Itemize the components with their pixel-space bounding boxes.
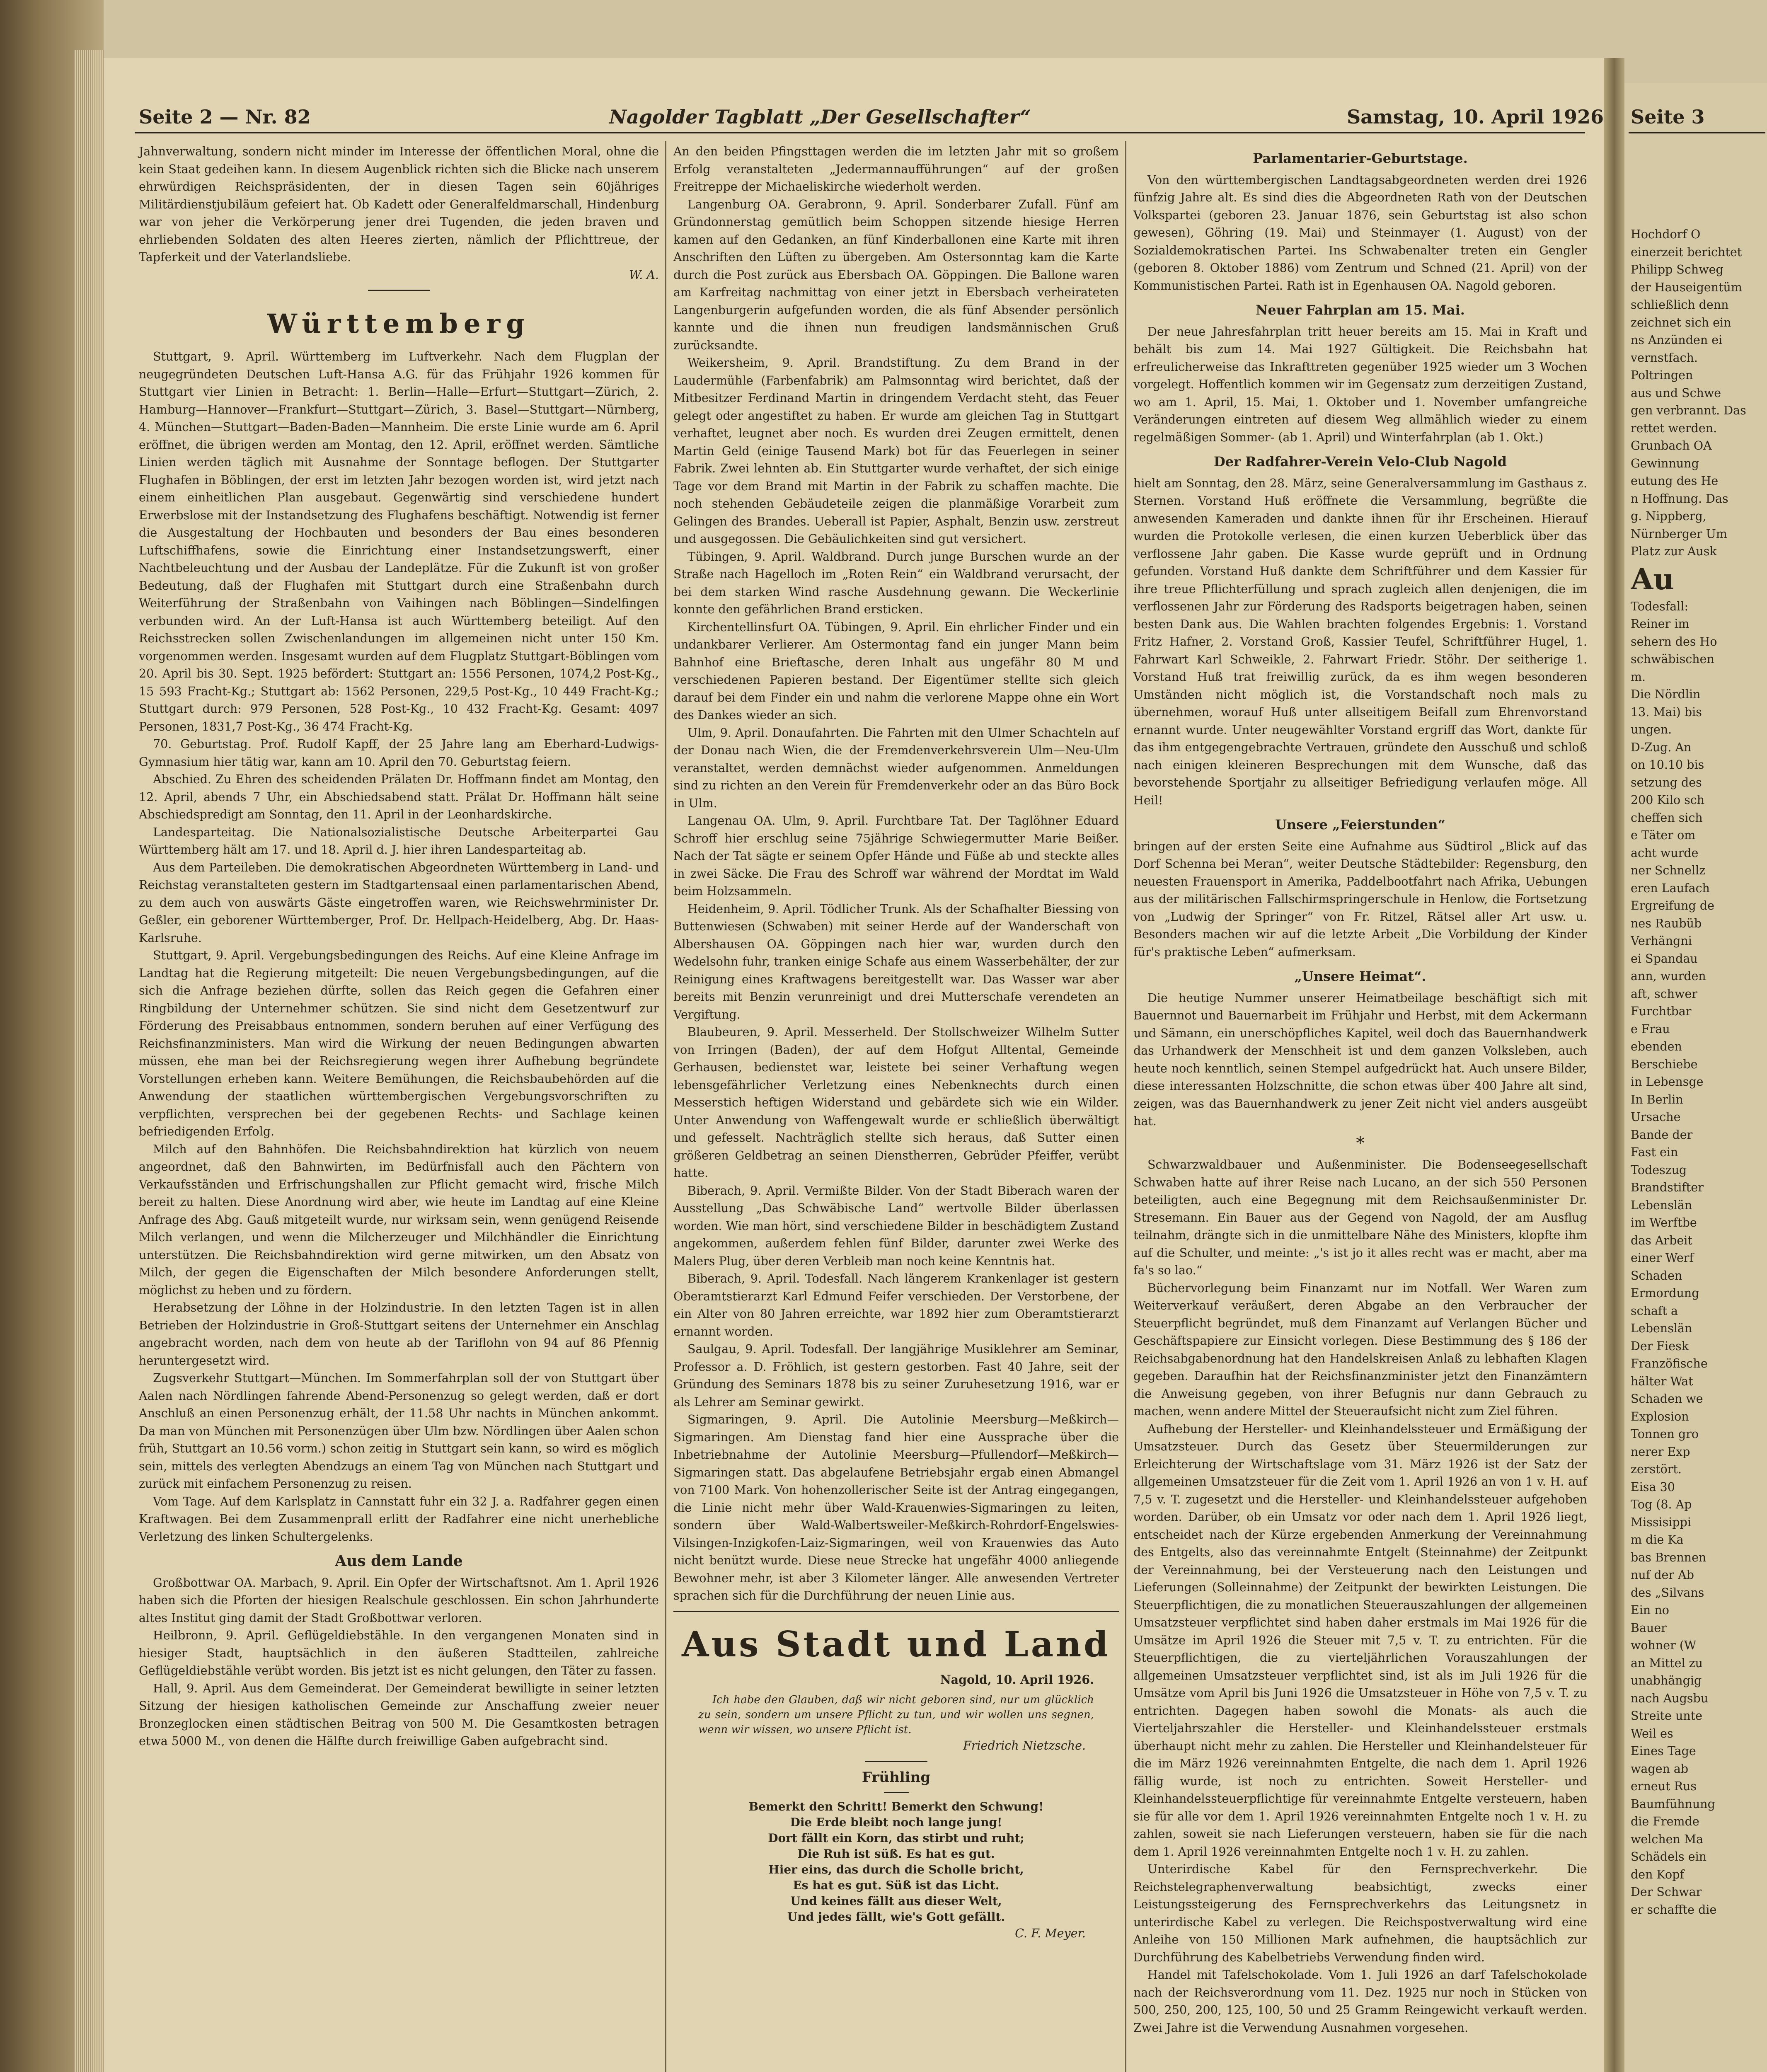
fragment-line: Ergreifung de [1631, 899, 1714, 913]
fragment-line: Brandstifter [1631, 1181, 1704, 1194]
fragment-line: cheffen sich [1631, 811, 1703, 825]
article-abschied: Abschied. Zu Ehren des scheidenden Prälaten Dr. Hoffmann findet am Montag, den 12. April, abends 7 Uhr, ein Abschiedsabend statt. Prälat Dr. Hoffmann hält seine Abschiedspredigt am Sonntag, den 11. April in der Leonhardskirche. [139, 772, 659, 821]
fragment-line: 200 Kilo sch [1631, 793, 1705, 807]
fragment-line: des „Silvans [1631, 1585, 1704, 1600]
article-tuebingen: Tübingen, 9. April. Waldbrand. Durch junge Burschen wurde an der Straße nach Hagelloch im „Roten Rein“ ein Waldbrand verursacht, der bei dem starken Wind rasche Ausdehnung gewann. Die Weckerlinie konnte den gefährlichen Brand ersticken. [673, 549, 1119, 616]
fragment-line: In Berlin [1631, 1092, 1683, 1106]
poem-line: Die Erde bleibt noch lange jung! [790, 1815, 1002, 1829]
article-sigmaringen: Sigmaringen, 9. April. Die Autolinie Meersburg—Meßkirch—Sigmaringen. Am Dienstag fand hier eine Aussprache über die Inbetriebnahme der Autolinie Meersburg—Pfullendorf—Meßkirch—Sigmaringen statt. Das abgelaufene Betriebsjahr ergab einen Abmangel von 7100 Mark. Von hohenzollerischer Seite ist der Antrag eingegangen, die Linie nicht mehr über Wald-Krauenwies-Sigmaringen zu leiten, sondern über Wald-Walbertsweiler-Meßkirch-Rohrdorf-Engelswies-Vilsingen-Inzigkofen-Laiz-Sigmaringen, weil von Krauenwies das Auto nicht benützt wurde. Diese neue Strecke hat ungefähr 4000 anliegende Bewohner mehr, ist aber 3 Kilometer länger. Alle anwesenden Vertreter sprachen sich für die Durchführung der neuen Linie aus. [673, 1413, 1119, 1602]
poem-line: Und keines fällt aus dieser Welt, [790, 1894, 1002, 1908]
fragment-line: Schaden [1631, 1268, 1682, 1283]
article-ulm: Ulm, 9. April. Donaufahrten. Die Fahrten mit den Ulmer Schachteln auf der Donau nach Wien, die der Fremdenverkehrsverein Ulm—Neu-Ulm veranstaltet, werden demnächst wieder aufgenommen. Anmeldungen sind zu richten an den Verein für Fremdenverkehr oder an das Büro Bock in Ulm. [673, 726, 1119, 810]
poem-signature: C. F. Meyer. [1015, 1927, 1086, 1940]
fragment-line: eren Laufach [1631, 881, 1710, 895]
article-zugsverkehr: Zugsverkehr Stuttgart—München. Im Sommerfahrplan soll der von Stuttgart über Aalen nach Nördlingen fahrende Abend-Personenzug so gelegt werden, daß er dort Anschluß an einen Personenzug erhält, der 11.58 Uhr nachts in München ankommt. Da man von München mit Personenzügen über Ulm bzw. Nördlingen über Aalen schon früh, Stuttgart an 10.56 vorm.) schon zeitig in Stuttgart sein kann, so wird es möglich sein, mittels des verlegten Abendzugs an einem Tag von München nach Stuttgart und zurück mit einfachem Personenzug zu reisen. [139, 1371, 659, 1491]
fragment-line: Platz zur Ausk [1631, 545, 1717, 558]
fragment-line: Gewinnung [1631, 456, 1699, 470]
section-title-aus-dem-lande: Aus dem Lande [335, 1552, 463, 1570]
article-biberach-bilder: Biberach, 9. April. Vermißte Bilder. Von der Stadt Biberach waren der Ausstellung „Das Schwäbische Land“ wertvolle Bilder überlassen worden. Wie man hört, sind verschiedene Bilder in beschädigtem Zustand angekommen, außerdem fehlen fünf Bilder, darunter zwei Werke des Malers Plug, über deren Verbleib man noch keine Kenntnis hat. [673, 1184, 1119, 1268]
article-saulgau: Saulgau, 9. April. Todesfall. Der langjährige Musiklehrer am Seminar, Professor a. D. Fröhlich, ist gestern gestorben. Fast 40 Jahre, seit der Gründung des Seminars 1878 bis zu seiner Zuruhesetzung 1916, war er als Lehrer am Seminar gewirkt. [673, 1342, 1119, 1409]
fragment-line: Ermordung [1631, 1286, 1699, 1300]
fragment-line: nerer Exp [1631, 1445, 1690, 1459]
fragment-line: Nürnberger Um [1631, 527, 1727, 541]
fragment-line: e Frau [1631, 1022, 1670, 1036]
fragment-line: ann, wurden [1631, 969, 1706, 983]
article-loehne: Herabsetzung der Löhne in der Holzindustrie. In den letzten Tagen ist in allen Betrieben der Holzindustrie in Groß-Stuttgart seitens der Unternehmer ein Anschlag angebracht worden, nach dem von heute ab der Tariflohn von 94 auf 86 Pfennig heruntergesetzt wird. [139, 1301, 659, 1368]
fragment-line: zeichnet sich ein [1631, 315, 1731, 329]
poem-line: Die Ruh ist süß. Es hat es gut. [797, 1847, 995, 1861]
fragment-line: einerzeit berichtet [1631, 245, 1742, 259]
fragment-line: Reiner im [1631, 617, 1690, 631]
column-divider [665, 141, 666, 2072]
fragment-line: Missisippi [1631, 1515, 1692, 1529]
article-radfahrer: hielt am Sonntag, den 28. März, seine Generalversammlung im Gasthaus z. Sternen. Vorstand Huß eröffnete die Versammlung, begrüßte die anwesenden Kameraden und dankte ihnen für ihr Erscheinen. Hierauf wurden die Protokolle verlesen, die einen kurzen Ueberblick über das verflossene Jahr gaben. Die Kasse wurde geprüft und in Ordnung gefunden. Vorstand Huß dankte dem Schriftführer und dem Kassier für ihre treue Pflichterfüllung und sprach zugleich allen denjenigen, die im verflossenen Jahr zur Förderung des Radsports beigetragen haben, seinen besten Dank aus. Die Wahlen brachten folgendes Ergebnis: 1. Vorstand Fritz Hafner, 2. Vorstand Groß, Kassier Teufel, Schriftführer Hugel, 1. Fahrwart Karl Schweikle, 2. Fahrwart Friedr. Stöhr. Der seitherige 1. Vorstand Huß trat freiwillig zurück, da es ihm wegen besonderen Umständen nicht möglich ist, die Vorstandschaft noch mals zu übernehmen, worauf Huß unter allseitigem Beifall zum Ehrenvorstand ernannt wurde. Unter neugewählter Vorstand ergriff das Wort, dankte für das ihm entgegengebrachte Vertrauen, gründete den Ausschuß und schloß nach einigen kleineren Besprechungen mit dem Wunsche, daß das bevorstehende Sportjahr zu allseitiger Befriedigung verlaufen möge. All Heil! [1133, 476, 1587, 807]
date-header: Samstag, 10. April 1926 [1347, 106, 1604, 128]
fragment-line: n Hoffnung. Das [1631, 491, 1728, 506]
fragment-line: schwäbischen [1631, 652, 1714, 666]
fragment-line: Ursache [1631, 1110, 1681, 1124]
intro-signature: W. A. [629, 268, 659, 282]
article-fahrplan: Der neue Jahresfahrplan tritt heuer bereits am 15. Mai in Kraft und behält bis zum 14. Mai 1927 Gültigkeit. Die Reichsbahn hat erfreulicherweise das Inkrafttreten gegenüber 1925 wieder um 3 Wochen vorgelegt. Hoffentlich kommen wir im Gegensatz zum derzeitigen Zustand, wo am 1. April, 15. Mai, 1. Oktober und 1. November umfangreiche Veränderungen eintreten auf diesem Weg allmählich wieder zu einem regelmäßigen Sommer- (ab 1. April) und Winterfahrplan (ab 1. Okt.) [1133, 324, 1587, 444]
fragment-line: schaft a [1631, 1304, 1678, 1318]
fragment-line: ebenden [1631, 1040, 1682, 1053]
fragment-line: Tog (8. Ap [1631, 1498, 1692, 1511]
fragment-line: setzung des [1631, 775, 1702, 789]
fragment-line: Eines Tage [1631, 1744, 1696, 1758]
fragment-line: Bauer [1631, 1621, 1667, 1635]
fragment-line: aft, schwer [1631, 987, 1697, 1001]
fragment-line: Furchtbar [1631, 1005, 1692, 1018]
heading-radfahrer: Der Radfahrer-Verein Velo-Club Nagold [1213, 454, 1507, 470]
separator [884, 1792, 909, 1793]
article-schwarzwaldbauer: Schwarzwaldbauer und Außenminister. Die Bodenseegesellschaft Schwaben hatte auf ihrer Reise nach Lucano, an der sich 550 Personen beteiligten, auch eine Begegnung mit dem Reichsaußenminister Dr. Stresemann. Ein Bauer aus der Gegend von Nagold, der am Ausflug teilnahm, drängte sich in die unmittelbare Nähe des Ministers, klopfte ihm auf die Schulter, und meinte: „'s ist jo it alles recht was er macht, aber ma fa's so lao.“ [1133, 1158, 1587, 1277]
book-gutter [1604, 58, 1624, 2072]
fragment-line: Schädels ein [1631, 1850, 1707, 1864]
column-2 [673, 143, 1119, 2072]
fragment-line: Berschiebe [1631, 1057, 1698, 1071]
intro-article: Jahnverwaltung, sondern nicht minder im Interesse der öffentlichen Moral, ohne die kein Staat gedeihen kann. In diesem Augenblick richten sich die Blicke nach unserem ehrwürdigen Reichspräsidenten, der in diesen Tagen sein 60jähriges Militärdienstjubiläum gefeiert hat. Ob Kadett oder Generalfeldmarschall, Hindenburg war von jeher die Verkörperung jener drei Tugenden, die jeden braven und ehrliebenden Soldaten des alten Heeres zierten, nämlich der Pflichttreue, der Tapferkeit und der Vaterlandsliebe. [139, 145, 659, 264]
fragment-line: Ein no [1631, 1603, 1669, 1617]
article-langenau: Langenau OA. Ulm, 9. April. Furchtbare Tat. Der Taglöhner Eduard Schroff hier erschlug seine 75jährige Schwiegermutter Marie Beißer. Nach der Tat sägte er seinem Opfer Hände und Füße ab und steckte alles in zwei Säcke. Die Frau des Schroff war während der Mordtat im Wald beim Holzsammeln. [673, 814, 1119, 898]
article-grossbottwar: Großbottwar OA. Marbach, 9. April. Ein Opfer der Wirtschaftsnot. Am 1. April 1926 haben sich die Pforten der hiesigen Realschule geschlossen. Ein schon Jahrhunderte altes Institut ging damit der Stadt Großbottwar verloren. [139, 1576, 659, 1625]
article-heimat: Die heutige Nummer unserer Heimatbeilage beschäftigt sich mit Bauernnot und Bauernarbeit im Frühjahr und Herbst, mit dem Ackermann und Sämann, ein unerschöpfliches Kapitel, weil doch das Bauernhandwerk das Urhandwerk der Menschheit ist und dem ganzen Volksleben, auch heute noch kenntlich, seinen Stempel aufgedrückt hat. Auch unsere Bilder, diese interessanten Holzschnitte, die schon etwas über 400 Jahre alt sind, zeigen, was das Bauernhandwerk zu jener Zeit nicht viel anders ausgeübt hat. [1133, 991, 1587, 1128]
fragment-line: D-Zug. An [1631, 740, 1692, 754]
fragment-line: Der Fiesk [1631, 1339, 1689, 1353]
fragment-line: unabhängig [1631, 1674, 1702, 1687]
section-title-aus-stadt-und-land: Aus Stadt und Land [682, 1623, 1111, 1665]
fragment-line: Grunbach OA [1631, 439, 1712, 453]
fragment-line: nuf der Ab [1631, 1568, 1694, 1582]
fragment-line: wohner (W [1631, 1639, 1697, 1652]
fragment-line: Schaden we [1631, 1392, 1703, 1406]
fragment-line: den Kopf [1631, 1867, 1685, 1881]
fragment-line: erneut Rus [1631, 1779, 1697, 1793]
fragment-line: die Fremde [1631, 1815, 1699, 1828]
fragment-line: zerstört. [1631, 1462, 1682, 1476]
article-vom-tage: Vom Tage. Auf dem Karlsplatz in Cannstatt fuhr ein 32 J. a. Radfahrer gegen einen Kraftwagen. Bei dem Zusammenprall erlitt der Radfahrer eine nicht unerhebliche Verletzung des linken Schultergelenks. [139, 1494, 659, 1544]
article-pfingsten: An den beiden Pfingsttagen werden die im letzten Jahr mit so großem Erfolg veranstalteten „Jedermannaufführungen“ auf der großen Freitreppe der Michaeliskirche wiederholt werden. [673, 145, 1119, 194]
heading-parlamentarier: Parlamentarier-Geburtstage. [1253, 150, 1468, 166]
motto-quote: Ich habe den Glauben, daß wir nicht geboren sind, nur um glücklich zu sein, sondern um unsere Pflicht zu tun, und wir wollen uns segnen, wenn wir wissen, wo unsere Pflicht ist. [698, 1694, 1094, 1736]
fragment-line: in Lebensge [1631, 1075, 1704, 1089]
article-weikersheim: Weikersheim, 9. April. Brandstiftung. Zu dem Brand in der Laudermühle (Farbenfabrik) am Palmsonntag wird berichtet, daß der Mitbesitzer Ferdinand Martin in dringendem Verdacht steht, das Feuer gelegt oder angestiftet zu haben. Er wurde am gleichen Tag in Stuttgart verhaftet, leugnet aber noch. Es wurden drei Zeugen ermittelt, denen Martin Geld (einige Tausend Mark) bot für das Feuerlegen in seiner Fabrik. Zwei lehnten ab. Ein Stuttgarter wurde verhaftet, der sich einige Tage vor dem Brand mit Martin in der Fabrik zu schaffen machte. Die noch stehenden Gebäudeteile zeigen die planmäßige Vorarbeit zum Gelingen des Brandes. Ueberall ist Papier, Asphalt, Benzin usw. zerstreut und ausgegossen. Die Gebäulichkeiten sind gut versichert. [673, 356, 1119, 546]
fragment-line: schließlich denn [1631, 298, 1729, 312]
fragment-line: an Mittel zu [1631, 1656, 1703, 1670]
page-stack-edge [75, 50, 104, 2072]
article-vergebung: Stuttgart, 9. April. Vergebungsbedingungen des Reichs. Auf eine Kleine Anfrage im Landtag hat die Regierung mitgeteilt: Die neuen Vergebungsbedingungen, auf die sich die Anfrage beziehen dürfte, sollen das Reich gegen die Gefahren einer Ringbildung der Unternehmer schützen. Sie sind nicht dem Gesetzentwurf zur Förderung des Preisabbaus entnommen, sondern beruhen auf einer Verfügung des Reichsfinanzministers. Man wird die Wirkung der neuen Bedingungen abwarten müssen, ehe man bei der Reichsregierung wegen ihrer Aufhebung begründete Vorstellungen erheben kann. Weitere Bemühungen, die Reichsbaubehörden auf die Anwendung der staatlichen württembergischen Vergebungsvorschriften zu verpflichten, versprechen bei der gegebenen Rechts- und Sachlage keinen befriedigenden Erfolg. [139, 949, 659, 1138]
fragment-line: nach Augsbu [1631, 1691, 1709, 1705]
article-umsatzsteuer: Aufhebung der Hersteller- und Kleinhandelssteuer und Ermäßigung der Umsatzsteuer. Durch das Gesetz über Steuermilderungen zur Erleichterung der Wirtschaftslage vom 31. März 1926 ist der Satz der allgemeinen Umsatzsteuer für die Zeit vom 1. April 1926 an von 1 v. H. auf 7,5 v. T. zugesetzt und die Hersteller- und Kleinhandelssteuer aufgehoben worden. Darüber, ob ein Umsatz vor oder nach dem 1. April 1926 liegt, entscheidet nach der Kürze ergebenden Anmerkung der Vereinnahmung des Entgelts, also das vereinnahmte Entgelt (Steinnahme) der Zeitpunkt der Vereinnahmung, bei der Versteuerung nach den Leistungen und Lieferungen (Solleinnahme) der Zeitpunkt der bewirkten Leistungen. Die Steuerpflichtigen, die zu monatlichen Steuerauszahlungen der allgemeinen Umsatzsteuer verpflichtet sind haben daher erstmals im Mai 1926 für die Umsätze im April 1926 die Steuer mit 7,5 v. T. zu entrichten. Für die Steuerpflichtigen, die zu vierteljährlichen Vorauszahlungen der allgemeinen Umsatzsteuer verpflichtet sind, ist als im Juli 1926 für die Umsätze vom April bis Juni 1926 die Umsatzsteuer in Höhe von 7,5 v. T. zu entrichten. Dagegen haben sowohl die Monats- als auch die Vierteljahrszahler die Hersteller- und Kleinhandelssteuer erstmals überhaupt nicht mehr zu zahlen. Die Hersteller und Kleinhandelsteuer für die im März 1926 vereinnahmten Entgelte, die nach dem 1. April 1926 fällig wurde, ist noch zu entrichten. Soweit Hersteller- und Kleinhandelssteuerpflichtige für vereinnahmte Entgelte versteuern, haben sie für alle vor dem 1. April 1926 vereinnahmten Entgelte noch 1 v. H. zu zahlen, soweit sie nach Lieferungen versteuern, haben sie für die nach dem 1. April 1926 vereinnahmten Entgelte noch 1 v. H. zu zahlen. [1133, 1422, 1587, 1859]
article-feierstunden: bringen auf der ersten Seite eine Aufnahme aus Südtirol „Blick auf das Dorf Schenna bei Meran“, weiter Deutsche Städtebilder: Regensburg, den neuesten Frauensport in Amerika, Paddelbootfahrt nach Afrika, Uebungen aus der militärischen Fallschirmspringerschule in Henlow, die Fortsetzung von „Ludwig der Springer“ von Fr. Ritzel, Rätsel aller Art usw. u. Besonders machen wir auf die letzte Arbeit „Die Vorbildung der Kinder für's praktische Leben“ aufmerksam. [1133, 839, 1587, 959]
fragment-line: eutung des He [1631, 474, 1719, 488]
fragment-line: Der Schwar [1631, 1885, 1702, 1899]
poem-line: Hier eins, das durch die Scholle bricht, [768, 1863, 1024, 1876]
article-milch: Milch auf den Bahnhöfen. Die Reichsbahndirektion hat kürzlich von neuem angeordnet, daß den Bahnwirten, im Bedürfnisfall auch den Pächtern von Verkaufsständen und Erfrischungshallen zur Pflicht gemacht wird, frische Milch bereit zu halten. Diese Anordnung wird aber, wie heute im Landtag auf eine Kleine Anfrage des Abg. Gauß mitgeteilt wurde, nur wirksam sein, wenn genügend Reisende Milch verlangen, und wenn die Milcherzeuger und Milchhändler die Einrichtung unterstützen. Die Reichsbahndirektion wird gerne mitwirken, um den Absatz von Milch, der gegen die Eigenschaften der Milch besondere Anforderungen stellt, möglichst zu heben und zu fördern. [139, 1142, 659, 1297]
fragment-line: Todeszug [1631, 1163, 1687, 1177]
fragment-line: acht wurde [1631, 846, 1699, 860]
fragment-line: Franzöfische [1631, 1357, 1708, 1370]
article-langenburg: Langenburg OA. Gerabronn, 9. April. Sonderbarer Zufall. Fünf am Gründonnerstag gemütlich beim Schoppen sitzende hiesige Herren kamen auf den Gedanken, an fünf Kinderballonen eine Karte mit ihren Anschriften den Lüften zu übergeben. Am Ostersonntag kam die Karte durch die Post zurück aus Ebersbach OA. Göppingen. Die Ballone waren am Karfreitag nachmittag von einer jetzt in Ebersbach verheirateten Langenburgerin aufgefunden worden, die als fünf Absender persönlich kannte und die ihnen nun freudigen landsmännischen Gruß zurücksandte. [673, 197, 1119, 352]
article-geburtstag: 70. Geburtstag. Prof. Rudolf Kapff, der 25 Jahre lang am Eberhard-Ludwigs-Gymnasium hier tätig war, kann am 10. April den 70. Geburtstag feiern. [139, 737, 659, 769]
fragment-line: Baumfühnung [1631, 1797, 1715, 1811]
fragment-line: aus und Schwe [1631, 386, 1721, 400]
fragment-line: Die Nördlin [1631, 687, 1701, 701]
fragment-line: m. [1631, 670, 1646, 684]
fragment-line: sehern des Ho [1631, 634, 1717, 649]
article-landesparteitag: Landesparteitag. Die Nationalsozialistische Deutsche Arbeiterpartei Gau Württemberg hält am 17. und 18. April d. J. hier ihren Landesparteitag ab. [139, 825, 659, 857]
column-1 [139, 143, 659, 2072]
poem-line: Bemerkt den Schritt! Bemerkt den Schwung! [748, 1800, 1044, 1813]
fragment-line: wagen ab [1631, 1762, 1689, 1776]
article-kabel: Unterirdische Kabel für den Fernsprechverkehr. Die Reichstelegraphenverwaltung beabsichtigt, zwecks einer Leistungssteigerung des Fernsprechverkehrs das Leitungsnetz in unterirdische Kabel zu verlegen. Die Reichspostverwaltung wird eine Anleihe von 150 Millionen Mark aufnehmen, die hauptsächlich zur Durchführung des Kabelbetriebs Verwendung finden wird. [1133, 1862, 1587, 1964]
fragment-line: ns Anzünden ei [1631, 333, 1723, 347]
fragment-line: Streite unte [1631, 1709, 1702, 1723]
fragment-line: Poltringen [1631, 368, 1693, 382]
heading-fahrplan: Neuer Fahrplan am 15. Mai. [1256, 302, 1465, 318]
fragment-line: Weil es [1631, 1726, 1673, 1740]
column-3 [1133, 143, 1587, 2072]
article-biberach-todesfall: Biberach, 9. April. Todesfall. Nach längerem Krankenlager ist gestern Oberamtstierarzt Karl Edmund Feifer verschieden. Der Verstorbene, der ein Alter von 80 Jahren erreichte, war 1892 hier zum Oberamtstierarzt ernannt worden. [673, 1272, 1119, 1339]
fragment-line: Eisa 30 [1631, 1480, 1675, 1494]
fragment-line: er schaffte die [1631, 1903, 1717, 1917]
article-parlamentarier: Von den württembergischen Landtagsabgeordneten werden drei 1926 fünfzig Jahre alt. Es sind dies die Abgeordneten Rath von der Deutschen Volkspartei (geboren 23. Januar 1876, sein Geburtstag ist also schon gewesen), Göhring (19. Mai) und Steinmayer (1. August) von der Sozialdemokratischen Partei. Ins Schwabenalter treten ein Gengler (geboren 8. Oktober 1886) vom Zentrum und Schned (21. April) von der Kommunistischen Partei. Rath ist in Egenhausen OA. Nagold geboren. [1133, 173, 1587, 293]
fragment-line: g. Nippberg, [1631, 509, 1706, 523]
article-blaubeuren: Blaubeuren, 9. April. Messerheld. Der Stollschweizer Wilhelm Sutter von Irringen (Baden), der auf dem Hofgut Alltental, Gemeinde Gerhausen, bedienstet war, leistete bei seiner Verhaftung wegen lebensgefährlicher Verletzung eines Nebenknechts durch einen Messerstich heftigen Widerstand und gebärdete sich wie ein Wilder. Unter Anwendung von Waffengewalt wurde er schließlich überwältigt und gefesselt. Nachträglich stellte sich heraus, daß Sutter einen größeren Geldbetrag an seinen Dienstherren, Gebrüder Pfeiffer, verübt hatte. [673, 1025, 1119, 1180]
newspaper-title-header: Nagolder Tagblatt „Der Gesellschafter“ [609, 106, 1031, 128]
fragment-line: welchen Ma [1631, 1832, 1704, 1846]
fragment-line: bas Brennen [1631, 1550, 1706, 1564]
separator [673, 1611, 1119, 1612]
fragment-line: Verhängni [1631, 934, 1692, 948]
fragment-line: e Täter om [1631, 828, 1696, 842]
fragment-line: Bande der [1631, 1128, 1693, 1142]
article-kirchentellinsfurt: Kirchentellinsfurt OA. Tübingen, 9. April. Ein ehrlicher Finder und ein undankbarer Verlierer. Am Ostermontag fand ein junger Mann beim Bahnhof eine Brieftasche, deren Inhalt aus ungefähr 80 M und verschiedenen Papieren bestand. Der Eigentümer stellte sich gleich darauf bei dem Finder ein und nahm die verlorene Mappe ohne ein Wort des Dankes wieder an sich. [673, 620, 1119, 722]
fragment-line: Philipp Schweg [1631, 263, 1723, 276]
article-heidenheim: Heidenheim, 9. April. Tödlicher Trunk. Als der Schafhalter Biessing von Buttenwiesen (Schwaben) mit seiner Herde auf der Wanderschaft von Albershausen OA. Göppingen nach hier war, wurden durch den Wedelsohn fuhr, tranken einige Schafe aus einem Wasserbehälter, der zur Reinigung eines Kraftwagens bereitgestellt war. Das Wasser war aber bereits mit Benzin verunreinigt und drei Mutterschafe verendeten an Vergiftung. [673, 902, 1119, 1021]
header-rule [135, 132, 1585, 133]
next-header-rule [1629, 132, 1765, 133]
separator-star: * [1356, 1133, 1365, 1153]
fragment-line: Explosion [1631, 1409, 1689, 1423]
section-title-wuerttemberg: Württemberg [267, 308, 531, 339]
fragment-line: ei Spandau [1631, 951, 1698, 966]
motto-signature: Friedrich Nietzsche. [963, 1739, 1086, 1752]
fragment-line: on 10.10 bis [1631, 758, 1704, 772]
page-number-header: Seite 2 — Nr. 82 [139, 106, 311, 128]
fragment-line: das Arbeit [1631, 1233, 1692, 1247]
fragment-line: der Hauseigentüm [1631, 280, 1742, 294]
poem-line: Und jedes fällt, wie's Gott gefällt. [787, 1910, 1005, 1924]
dateline: Nagold, 10. April 1926. [940, 1672, 1094, 1687]
fragment-line: gen verbrannt. Das [1631, 404, 1746, 417]
fragment-line: Todesfall: [1631, 599, 1689, 613]
separator [865, 1761, 927, 1762]
next-page-number: Seite 3 [1631, 106, 1705, 128]
fragment-line: ungen. [1631, 723, 1672, 736]
fragment-line: vernstfach. [1631, 351, 1698, 365]
fragment-line: im Werftbe [1631, 1216, 1697, 1230]
fragment-line: Tonnen gro [1631, 1427, 1699, 1441]
fragment-line: Lebenslän [1631, 1322, 1692, 1335]
article-parteileben: Aus dem Parteileben. Die demokratischen Abgeordneten Württemberg in Land- und Reichstag veranstalteten gestern im Stadtgartensaal einen parlamentarischen Abend, zu dem auch von auswärts Gäste eingetroffen waren, wie Reichswehrminister Dr. Geßler, ein geborener Württemberger, Prof. Dr. Hellpach-Heidelberg, Abg. Dr. Haas-Karlsruhe. [139, 860, 659, 945]
article-luftverkehr: Stuttgart, 9. April. Württemberg im Luftverkehr. Nach dem Flugplan der neugegründeten Deutschen Luft-Hansa A.G. für das Frühjahr 1926 kommen für Stuttgart vier Linien in Betracht: 1. Berlin—Halle—Erfurt—Stuttgart—Zürich, 2. Hamburg—Hannover—Frankfurt—Stuttgart—Zürich, 3. Basel—Stuttgart—Nürnberg, 4. München—Stuttgart—Baden-Baden—Mannheim. Die erste Linie wurde am 6. April eröffnet, die übrigen werden am Montag, den 12. April, eröffnet werden. Sämtliche Linien werden täglich mit Ausnahme der Sonntage beflogen. Der Stuttgarter Flughafen in Böblingen, der erst im letzten Jahr bezogen worden ist, wird jetzt nach einem einheitlichen Plan ausgebaut. Gegenwärtig sind verschiedene hundert Erwerbslose mit der Instandsetzung des Flughafens beschäftigt. Notwendig ist ferner die Ausgestaltung der Hochbauten und besonders der Bau eines besonderen Luftschiffhafens, sowie die Einrichtung einer Instandsetzungswerft, einer Nachtbeleuchtung und der Ausbau der Landeplätze. Für die Zukunft ist von großer Bedeutung, daß der Flughafen mit Stuttgart durch eine Straßenbahn durch Weiterführung der Straßenbahn von Vaihingen nach Böblingen—Sindelfingen verbunden wird. An der Luft-Hansa ist auch Württemberg beteiligt. Auf den Reichsstrecken sollen Zwischenlandungen im allgemeinen nicht unter 150 Km. vorgenommen werden. Insgesamt wurden auf dem Flugplatz Stuttgart-Böblingen vom 20. April bis 30. Sept. 1925 befördert: Stuttgart an: 1556 Personen, 1074,2 Post-Kg., 15 593 Fracht-Kg.; Stuttgart ab: 1562 Personen, 229,5 Post-Kg., 10 449 Fracht-Kg.; Stuttgart durch: 979 Personen, 528 Post-Kg., 10 432 Fracht-Kg. Gesamt: 4097 Personen, 1831,7 Post-Kg., 36 474 Fracht-Kg. [139, 350, 659, 733]
separator [368, 290, 430, 291]
column-divider [1125, 141, 1126, 2072]
article-buechervorlegung: Büchervorlegung beim Finanzamt nur im Notfall. Wer Waren zum Weiterverkauf veräußert, deren Abgabe an den Verbraucher der Steuerpflicht begründet, muß dem Finanzamt auf Verlangen Bücher und Geschäftspapiere zur Einsicht vorlegen. Diese Bestimmung des § 186 der Reichsabgabenordnung hat den Handelskreisen Anlaß zu lebhaften Klagen gegeben. Daraufhin hat der Reichsfinanzminister jetzt den Finanzämtern die Anweisung gegeben, von ihrer Befugnis nur dann Gebrauch zu machen, wenn andere Mittel der Steueraufsicht nicht zum Ziel führen. [1133, 1281, 1587, 1418]
fragment-line: m die Ka [1631, 1533, 1684, 1547]
fragment-line: Fast ein [1631, 1145, 1678, 1159]
fragment-line: Hochdorf O [1631, 228, 1701, 241]
heading-feierstunden: Unsere „Feierstunden“ [1275, 817, 1445, 833]
article-tafelschokolade: Handel mit Tafelschokolade. Vom 1. Juli 1926 an darf Tafelschokolade nach der Reichsverordnung vom 11. Dez. 1925 nur noch in Stücken von 500, 250, 200, 125, 100, 50 und 25 Gramm Reingewicht verkauft werden. Zwei Jahre ist die Verwendung Ausnahmen vorgesehen. [1133, 1968, 1587, 2035]
fragment-line: einer Werf [1631, 1251, 1694, 1265]
fragment-line: rettet werden. [1631, 421, 1717, 435]
next-page-fragment [1624, 83, 1767, 2072]
heading-heimat: „Unsere Heimat“. [1294, 968, 1426, 984]
fragment-line: hälter Wat [1631, 1374, 1693, 1388]
fragment-line: nes Raubüb [1631, 916, 1702, 930]
article-hall: Hall, 9. April. Aus dem Gemeinderat. Der Gemeinderat bewilligte in seiner letzten Sitzung der hiesigen katholischen Gemeinde zur Anschaffung zweier neuer Bronzeglocken einen städtischen Beitrag von 500 M. Die Gesamtkosten betragen etwa 5000 M., von denen die Hälfte durch freiwillige Gaben aufgebracht sind. [139, 1681, 659, 1748]
article-heilbronn: Heilbronn, 9. April. Geflügeldiebstähle. In den vergangenen Monaten sind in hiesiger Stadt, hauptsächlich in den äußeren Stadtteilen, zahlreiche Geflügeldiebstähle verübt worden. Bis jetzt ist es nicht gelungen, den Täter zu fassen. [139, 1629, 659, 1677]
poem-line: Es hat es gut. Süß ist das Licht. [793, 1878, 1000, 1892]
fragment-line: Lebenslän [1631, 1198, 1692, 1212]
poem-title: Frühling [862, 1769, 931, 1786]
fragment-lines [1631, 226, 1763, 1919]
fragment-line: 13. Mai) bis [1631, 705, 1702, 719]
poem [673, 1799, 1119, 1925]
fragment-line: ner Schnellz [1631, 864, 1706, 877]
poem-line: Dort fällt ein Korn, das stirbt und ruht; [768, 1831, 1024, 1845]
fragment-line: Au [1631, 562, 1675, 596]
